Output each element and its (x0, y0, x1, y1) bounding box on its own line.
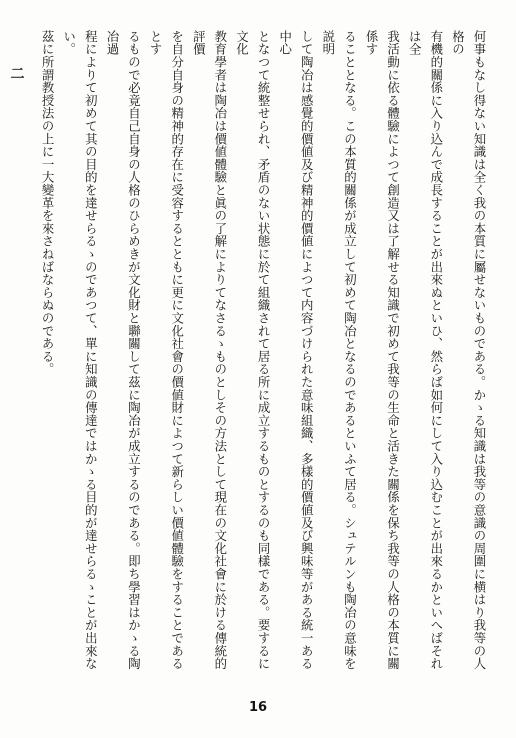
text-column: 有機的關係に入り込んで成長することが出來ぬといひ、然らば如何にして入り込むことが出來るかといへばそれは全 (407, 30, 444, 670)
text-column: 何事もなし得ない知識は全く我の本質に屬せないものである。かゝる知識は我等の意識の周圍に横はり我等の人格の (450, 30, 487, 670)
text-column: 教育學者は陶冶は價値體驗と眞の了解によりてなさるゝものとしその方法として現在の文化社會に於ける傳統的評價 (191, 30, 228, 670)
section-heading: 二 (8, 66, 25, 81)
text-column: を自分自身の精神的存在に受容するとともに更に文化社會の價値財によつて新らしい價値體驗をすることであるとす (148, 30, 185, 670)
text-column: 茲に所謂教授法の上に一大變革を來さねばならぬのである。 (40, 30, 56, 376)
text-column: となつて統整せられ、矛盾のない状態に於て組織されて居る所に成立するものとするのも同樣である。要するに文化 (234, 30, 272, 670)
vertical-text-body (8, 30, 490, 680)
text-column: るもので必竟自己自身の人格のひらめきが文化財と聯關して茲に陶冶が成立するのである。即ち學習はかゝる陶冶過 (104, 30, 142, 670)
text-column: 程によりて初めて其の目的を達せらるゝのであつて、單に知識の傳達ではかゝる目的が達せらるゝことが出來ない。 (61, 30, 99, 670)
text-column: ることとなる。この本質的關係が成立して初めて陶冶となるのであるといふて居る。シュテルンも陶冶の意味を説明 (320, 30, 358, 670)
page-number: 16 (248, 700, 268, 715)
text-column: 我活動に依る體驗によつて創造又は了解せる知識で初めて我等の生命と活きた關係を保ち我等の人格の本質に關係す (364, 30, 401, 670)
text-column: して陶冶は感覺的價値及び精神的價値によつて内容づけられた意味組織、多樣的價値及び興味等がある統一ある中心 (277, 30, 315, 670)
